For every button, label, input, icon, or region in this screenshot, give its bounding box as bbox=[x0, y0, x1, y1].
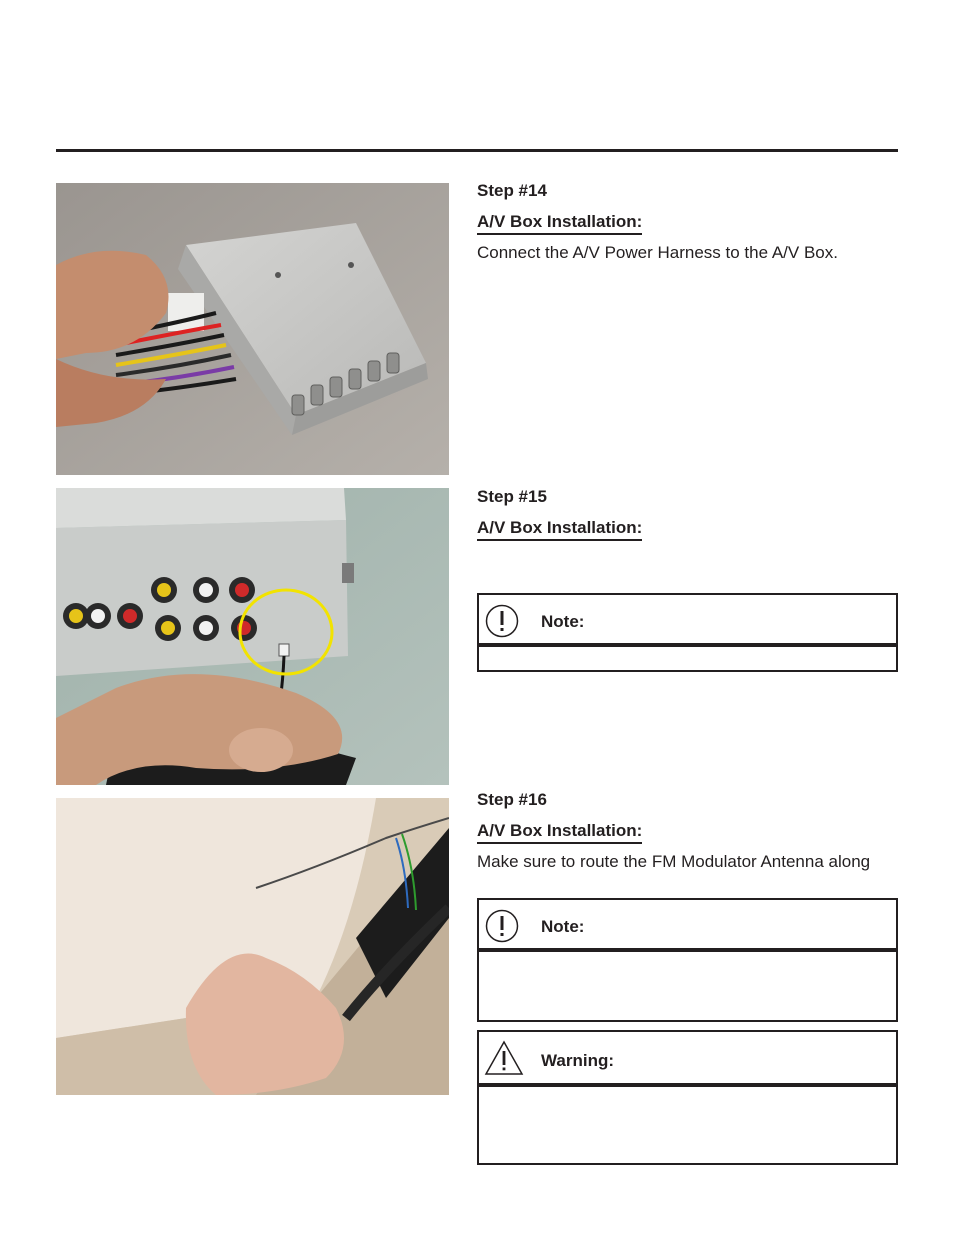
photo-av-box-harness bbox=[56, 183, 449, 475]
section-title: A/V Box Installation: bbox=[477, 821, 642, 844]
exclamation-circle-icon bbox=[485, 909, 519, 948]
exclamation-circle-icon bbox=[485, 604, 519, 643]
warning-triangle-icon bbox=[484, 1040, 524, 1081]
section-title: A/V Box Installation: bbox=[477, 518, 642, 541]
note-box-header bbox=[477, 898, 898, 950]
note-label: Note: bbox=[541, 612, 585, 631]
note-box-body bbox=[477, 645, 898, 672]
header-rule bbox=[56, 149, 898, 152]
note-box-body bbox=[477, 950, 898, 1022]
step-instruction: Connect the A/V Power Harness to the A/V Box. bbox=[477, 243, 838, 262]
note-label: Note: bbox=[541, 917, 585, 936]
step-number: Step #15 bbox=[477, 487, 547, 506]
warning-box-header bbox=[477, 1030, 898, 1085]
step-number: Step #16 bbox=[477, 790, 547, 809]
note-box-header bbox=[477, 593, 898, 645]
step-16 bbox=[477, 790, 898, 872]
warning-label: Warning: bbox=[541, 1051, 615, 1070]
step-15 bbox=[477, 487, 898, 541]
step-number: Step #14 bbox=[477, 181, 547, 200]
photo-av-box-rear-panel bbox=[56, 488, 449, 785]
step-14 bbox=[477, 181, 898, 263]
section-title: A/V Box Installation: bbox=[477, 212, 642, 235]
photo-antenna-routing bbox=[56, 798, 449, 1095]
warning-box-body bbox=[477, 1085, 898, 1165]
step-instruction: Make sure to route the FM Modulator Antenna along bbox=[477, 852, 871, 871]
